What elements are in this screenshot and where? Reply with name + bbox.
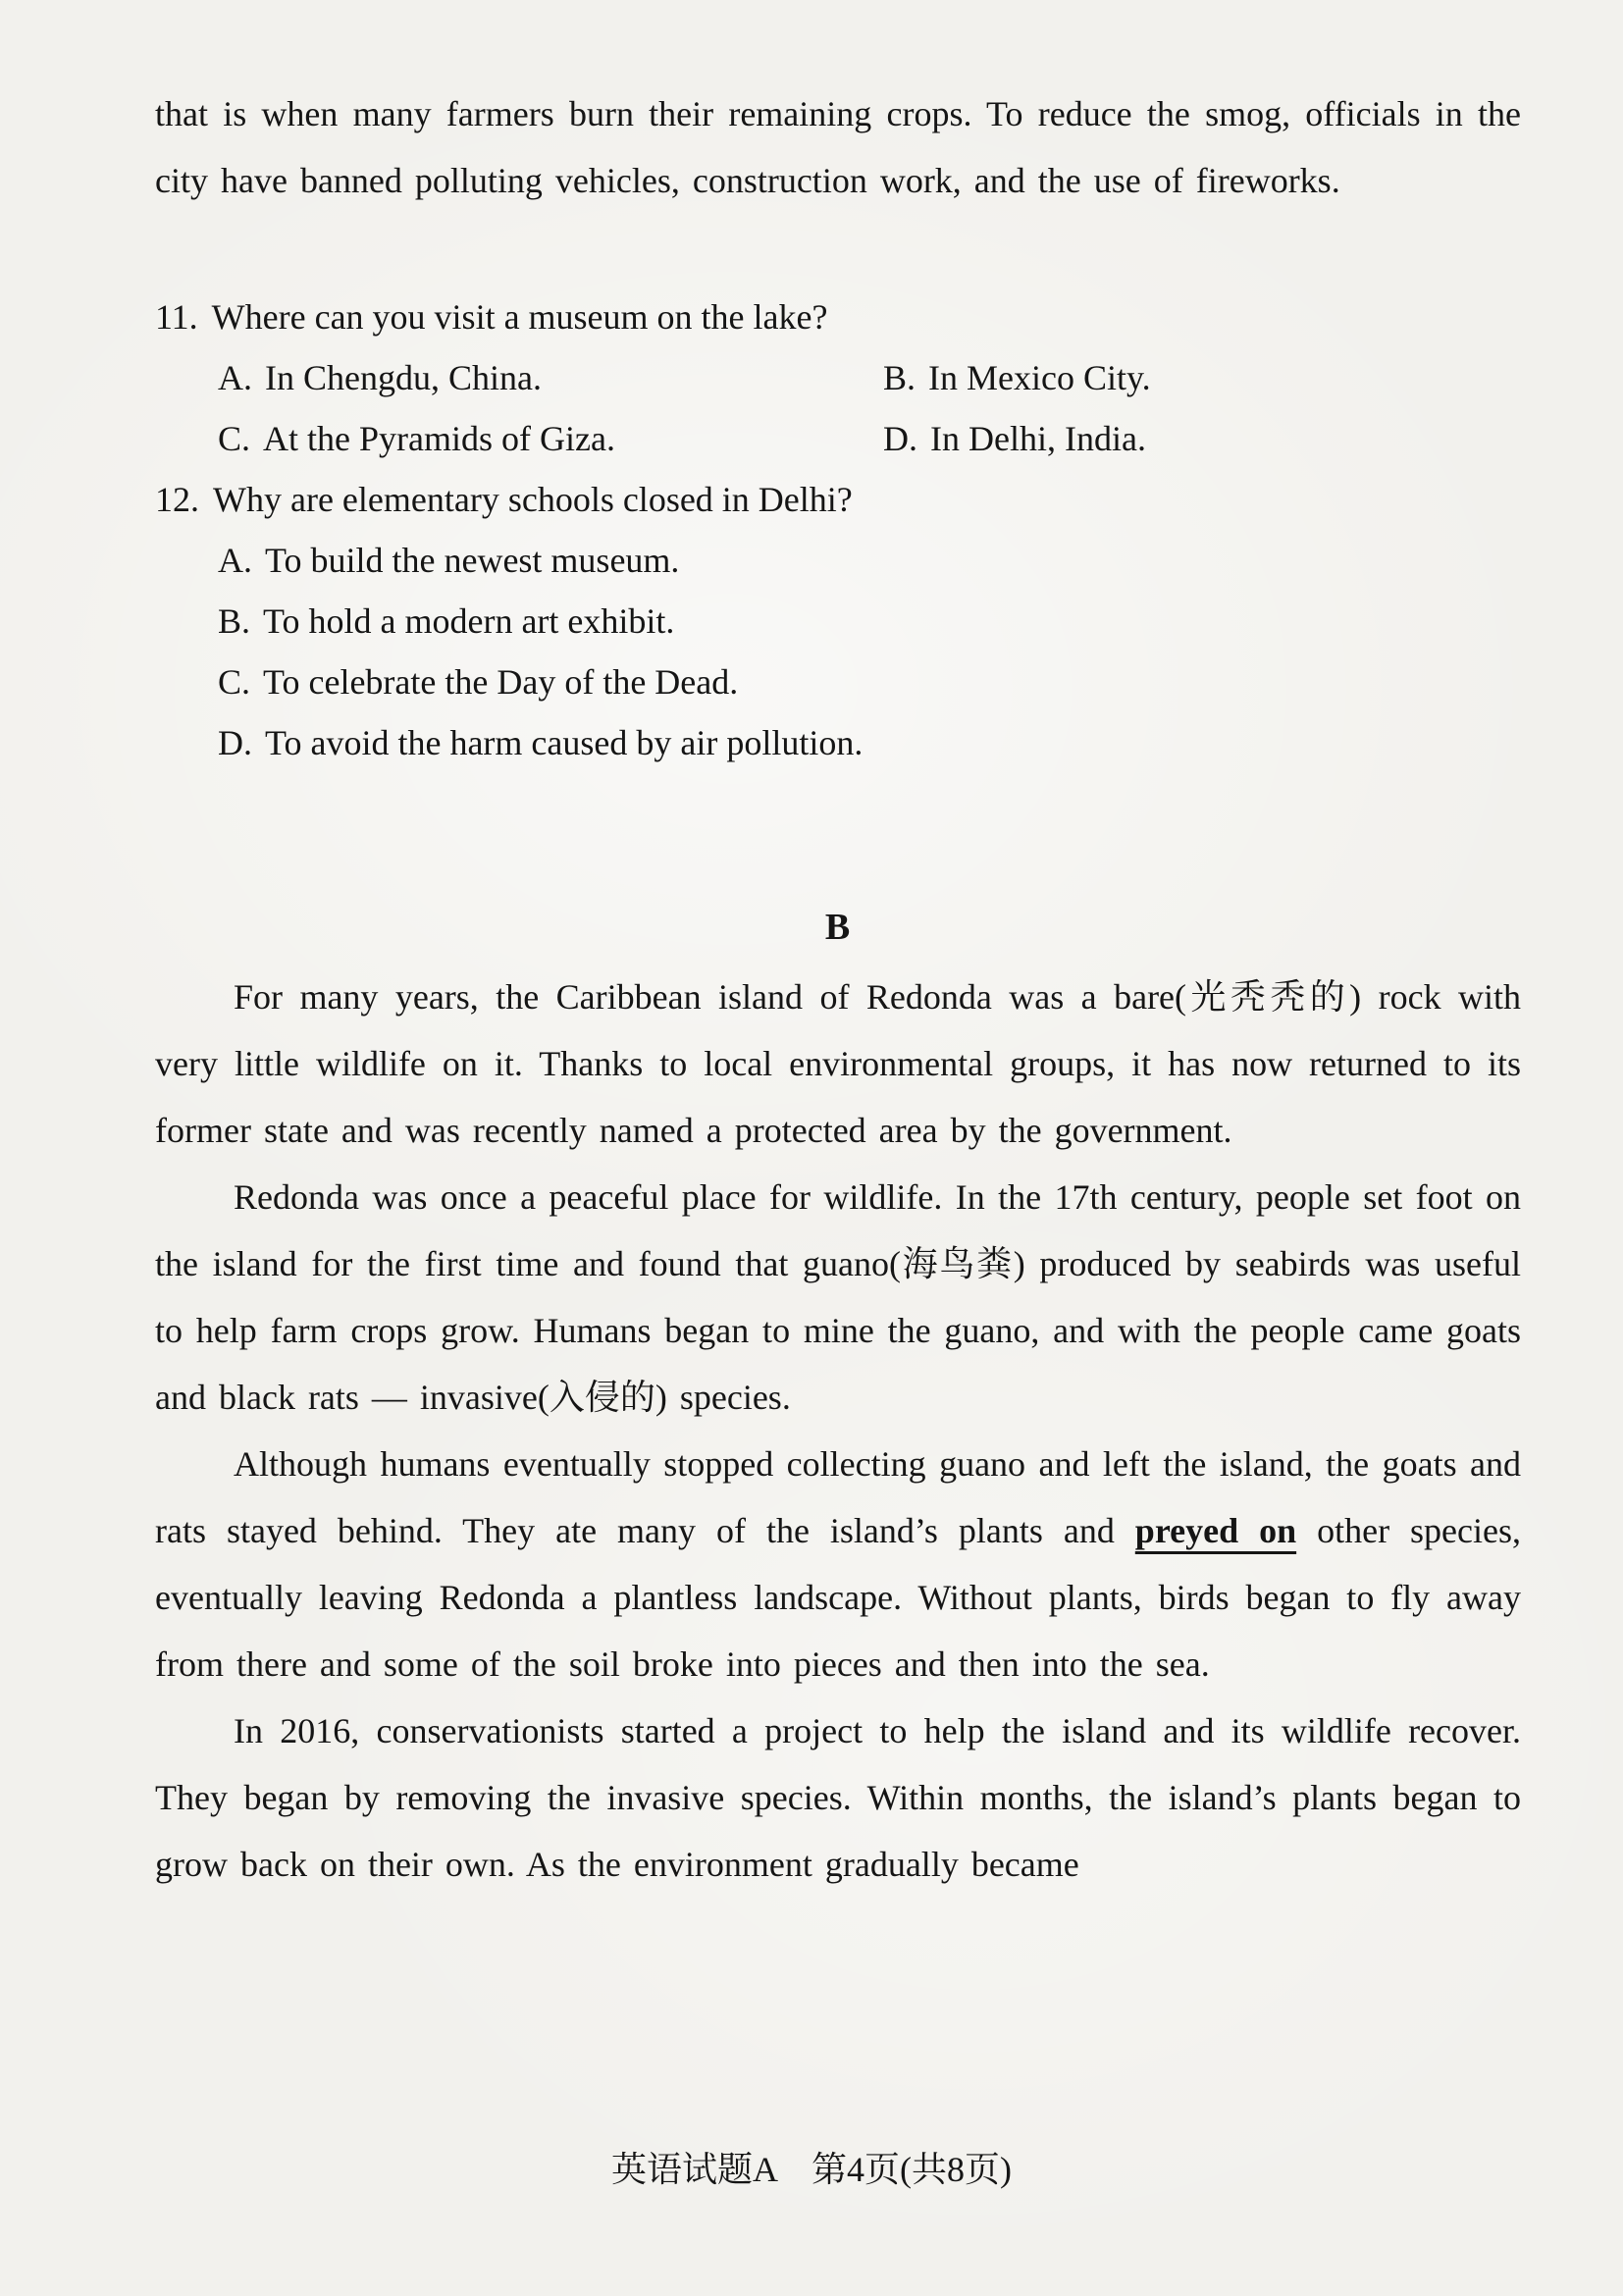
option-item (218, 712, 1521, 773)
option-text: To hold a modern art exhibit. (263, 601, 675, 641)
footer-page-number-text: 英语试题A 第4页(共8页) (611, 2150, 1012, 2189)
passage-paragraph (155, 1431, 1521, 1697)
option-item (218, 408, 883, 469)
option-text: At the Pyramids of Giza. (263, 419, 615, 458)
question-options (155, 347, 1521, 469)
option-label: B. (883, 358, 916, 397)
question-text: Why are elementary schools closed in Delhi? (213, 480, 853, 519)
option-text: In Chengdu, China. (265, 358, 542, 397)
option-label: B. (218, 601, 251, 641)
text-segment: Although humans eventually stopped collecting guano and left the island, the goats and rats stayed behind. They ate many of the island’s plants and (155, 1444, 1521, 1550)
option-label: A. (218, 358, 252, 397)
question-number: 12. (155, 480, 199, 519)
text-segment: In 2016, conservationists started a project to help the island and its wildlife recover. They began by removing the invasive species. Within months, the island’s plants began to grow back on their own. As the environment gradually became (155, 1711, 1521, 1884)
passage (155, 964, 1521, 1898)
passage-paragraph (155, 1697, 1521, 1898)
page-footer (0, 2145, 1623, 2194)
questions-section (155, 287, 1521, 773)
passage-paragraph (155, 1164, 1521, 1431)
option-label: C. (218, 419, 251, 458)
option-text: In Delhi, India. (930, 419, 1146, 458)
option-item (218, 347, 883, 408)
option-label: D. (218, 723, 252, 762)
question-heading (155, 287, 1521, 347)
question-block (155, 287, 1521, 469)
question-text: Where can you visit a museum on the lake? (211, 297, 828, 337)
option-item (218, 530, 1521, 591)
passage-paragraph (155, 964, 1521, 1164)
text-segment: Redonda was once a peaceful place for wildlife. In the 17th century, people set foot on the island for the first time and found that guano(海鸟粪) produced by seabirds was useful to help farm crops grow. Humans began to mine the guano, and with the people came goats and black rats — invasive(入侵的) species. (155, 1177, 1521, 1417)
option-text: To build the newest museum. (265, 541, 680, 580)
text-segment: For many years, the Caribbean island of Redonda was a bare(光秃秃的) rock with very little wildlife on it. Thanks to local environmental groups, it has now returned to its former state and was recently named a protected area by the government. (155, 977, 1521, 1150)
option-text: To avoid the harm caused by air pollution. (265, 723, 864, 762)
question-block (155, 469, 1521, 773)
option-label: D. (883, 419, 917, 458)
option-item (883, 347, 1521, 408)
question-number: 11. (155, 297, 198, 337)
question-heading (155, 469, 1521, 530)
section-b-heading: B (824, 907, 852, 948)
text-segment: other species, eventually leaving Redonda a plantless landscape. Without plants, birds began to fly away from there and some of the soil broke into pieces and then into the sea. (155, 1511, 1521, 1684)
option-item (883, 408, 1521, 469)
intro-paragraph: that is when many farmers burn their remaining crops. To reduce the smog, officials in the city have banned polluting vehicles, construction work, and the use of fireworks. (155, 94, 1521, 200)
option-text: To celebrate the Day of the Dead. (263, 662, 739, 702)
text-segment: preyed on (1134, 1511, 1297, 1550)
option-label: A. (218, 541, 252, 580)
option-text: In Mexico City. (928, 358, 1151, 397)
question-options (155, 530, 1521, 773)
option-label: C. (218, 662, 251, 702)
option-item (218, 652, 1521, 712)
option-item (218, 591, 1521, 652)
